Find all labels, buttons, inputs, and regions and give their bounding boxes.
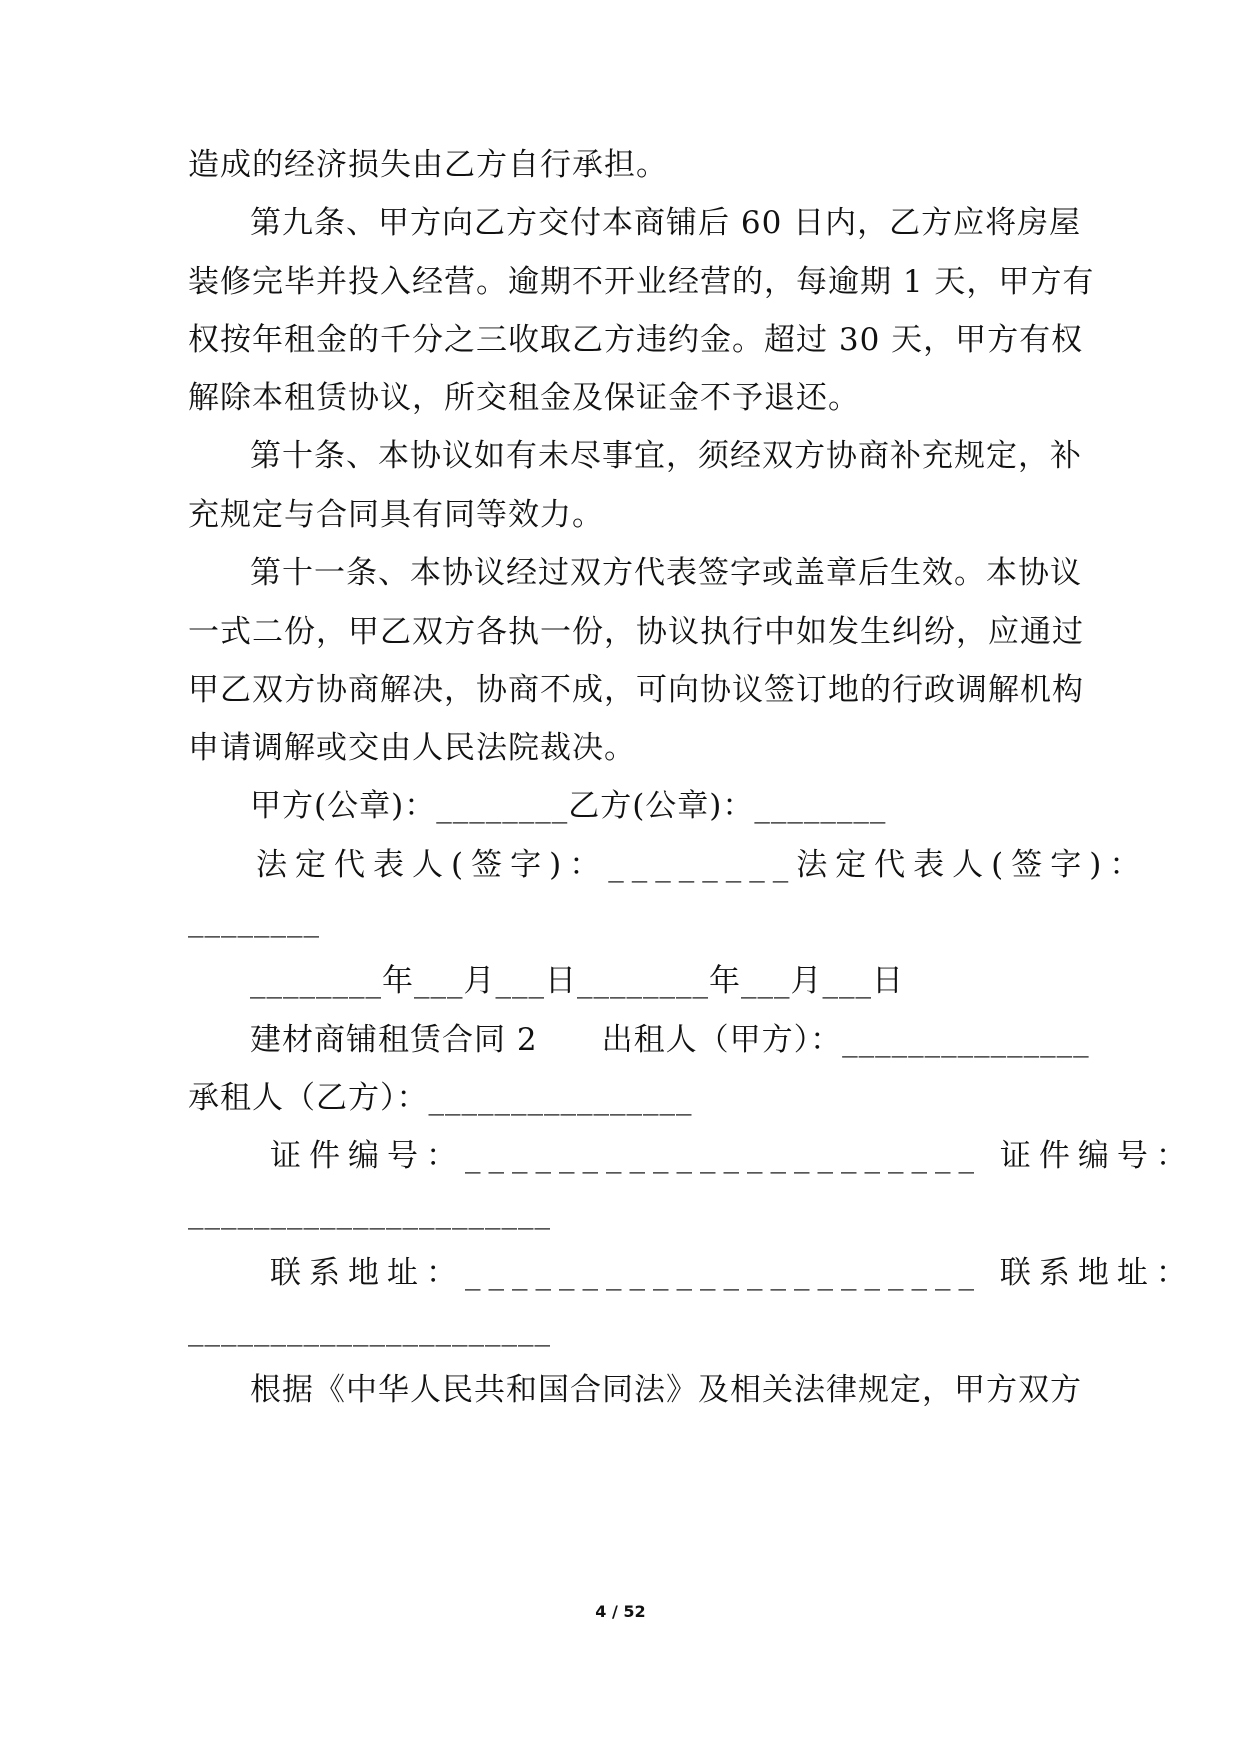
- date-line: ________年___月___日________年___月___日: [250, 963, 904, 999]
- lessee-line: 承租人（乙方）：________________: [188, 1080, 693, 1116]
- paragraph-line: 权按年租金的千分之三收取乙方违约金。超过 30 天，甲方有权: [188, 322, 1084, 358]
- paragraph-line: 一式二份，甲乙双方各执一份，协议执行中如发生纠纷，应通过: [188, 614, 1084, 650]
- article-9-line: 第九条、甲方向乙方交付本商铺后 60 日内，乙方应将房屋: [250, 205, 1082, 241]
- legal-representative-line: 法定代表人(签字)：________法定代表人(签字)：: [256, 847, 1149, 883]
- paragraph-line: 充规定与合同具有同等效力。: [188, 497, 604, 533]
- article-10-line: 第十条、本协议如有未尽事宜，须经双方协商补充规定，补: [250, 438, 1082, 474]
- address-line: 联系地址：______________________ 联系地址：: [270, 1255, 1195, 1291]
- signature-blank: ________: [188, 902, 320, 938]
- page-number: 4 / 52: [595, 1602, 646, 1621]
- id-number-line: 证件编号：______________________ 证件编号：: [270, 1138, 1195, 1174]
- contract-2-heading-line: 建材商铺租赁合同 2 出租人（甲方）：_______________: [250, 1022, 1090, 1058]
- paragraph-line: 造成的经济损失由乙方自行承担。: [188, 147, 668, 183]
- address-blank: ______________________: [188, 1311, 551, 1347]
- paragraph-line: 解除本租赁协议，所交租金及保证金不予退还。: [188, 380, 860, 416]
- preamble-line: 根据《中华人民共和国合同法》及相关法律规定，甲方双方: [250, 1372, 1082, 1408]
- paragraph-line: 装修完毕并投入经营。逾期不开业经营的，每逾期 1 天，甲方有: [188, 264, 1095, 300]
- article-11-line: 第十一条、本协议经过双方代表签字或盖章后生效。本协议: [250, 555, 1082, 591]
- seal-line: 甲方(公章)：________乙方(公章)：________: [250, 788, 887, 824]
- paragraph-line: 甲乙双方协商解决，协商不成，可向协议签订地的行政调解机构: [188, 672, 1084, 708]
- id-number-blank: ______________________: [188, 1194, 551, 1230]
- paragraph-line: 申请调解或交由人民法院裁决。: [188, 730, 636, 766]
